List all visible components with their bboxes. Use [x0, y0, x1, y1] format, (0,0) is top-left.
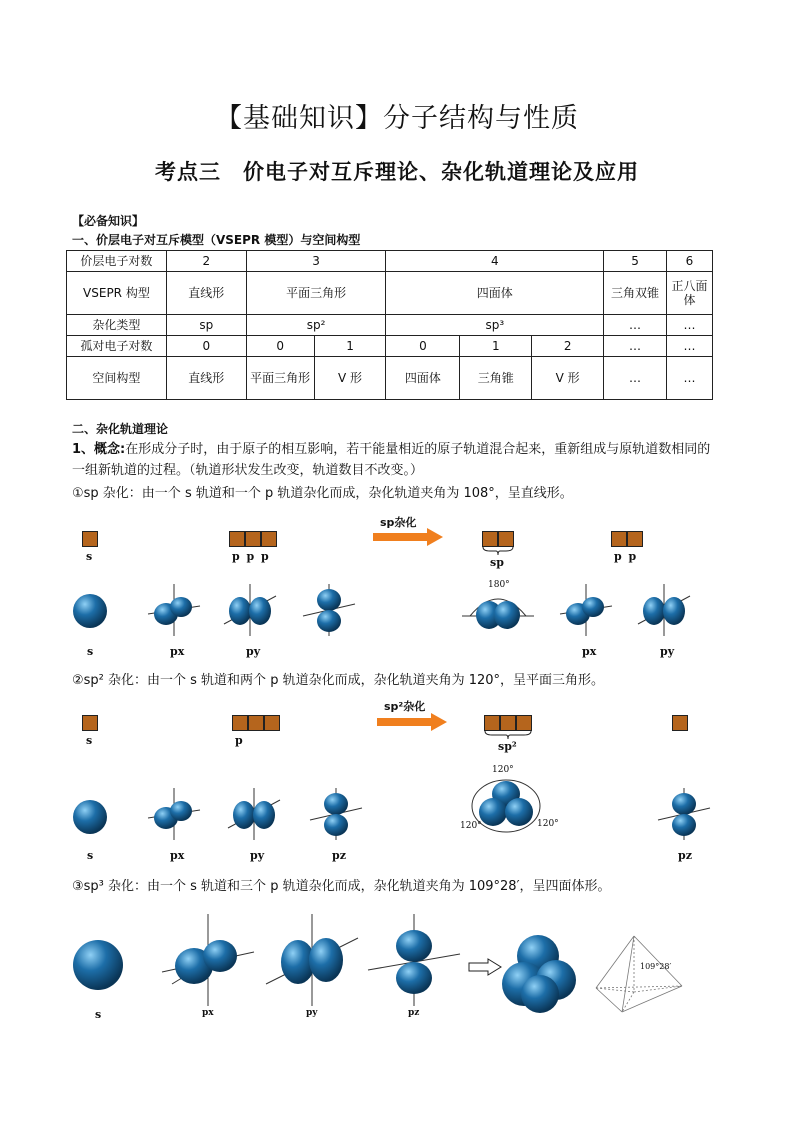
table-cell: 三角锥 [460, 357, 532, 400]
table-cell: 正八面体 [667, 272, 713, 315]
box-label: p [235, 734, 243, 747]
orbital-box [232, 715, 248, 731]
table-cell: sp [166, 315, 246, 336]
table-cell: VSEPR 构型 [67, 272, 167, 315]
orbital-label: py [306, 1008, 318, 1018]
orbital-box [484, 715, 500, 731]
vsepr-table [66, 250, 713, 400]
table-cell: 6 [667, 251, 713, 272]
sp3-hybrid-orbital-icon [502, 932, 578, 1014]
arrow-label: sp²杂化 [384, 700, 426, 713]
s-orbital-icon [72, 592, 108, 630]
page-subtitle: 考点三 价电子对互斥理论、杂化轨道理论及应用 [155, 160, 639, 184]
table-row [67, 315, 713, 336]
box-label: s [86, 734, 93, 747]
right-arrow-icon [373, 528, 443, 546]
orbital-box [82, 715, 98, 731]
orbital-box [248, 715, 264, 731]
py-orbital-icon [224, 584, 276, 636]
table-cell: 平面三角形 [246, 357, 314, 400]
tetrahedron-icon [592, 932, 688, 1018]
box-label: sp² [498, 740, 517, 753]
table-cell: 空间构型 [67, 357, 167, 400]
table-cell: 直线形 [166, 272, 246, 315]
orbital-label: pz [332, 849, 346, 862]
angle-label: 120° [537, 819, 559, 829]
s-orbital-icon [72, 938, 124, 992]
table-cell: 1 [314, 336, 386, 357]
orbital-label: px [202, 1008, 214, 1018]
table-cell: … [667, 357, 713, 400]
pz-orbital-icon [303, 584, 355, 636]
orbital-label: pz [408, 1008, 420, 1018]
table-cell: 平面三角形 [246, 272, 386, 315]
table-cell: … [667, 336, 713, 357]
table-cell: V 形 [532, 357, 604, 400]
table-row [67, 336, 713, 357]
orbital-box [482, 531, 498, 547]
pz-orbital-icon [658, 788, 710, 840]
table-cell: 0 [246, 336, 314, 357]
table-cell: 杂化类型 [67, 315, 167, 336]
arrow-label: sp杂化 [380, 516, 417, 529]
table-cell: 4 [386, 251, 604, 272]
sp3-description: ③sp³ 杂化：由一个 s 轨道和三个 p 轨道杂化而成，杂化轨道夹角为 109°28′，呈四面体形。 [72, 879, 611, 894]
table-cell: 2 [166, 251, 246, 272]
px-orbital-icon [560, 584, 612, 636]
px-orbital-icon [148, 584, 200, 636]
table-cell: V 形 [314, 357, 386, 400]
orbital-box [672, 715, 688, 731]
section2-heading: 二、杂化轨道理论 [72, 422, 169, 436]
concept-text: 在形成分子时，由于原子的相互影响，若干能量相近的原子轨道混合起来，重新组成与原轨道数相同的一组新轨道的过程。（轨道形状发生改变，轨道数目不改变。） [72, 442, 711, 478]
orbital-box [82, 531, 98, 547]
sp-hybrid-orbital-icon [462, 588, 534, 636]
table-cell: 直线形 [166, 357, 246, 400]
orbital-box [245, 531, 261, 547]
px-orbital-icon [162, 914, 254, 1006]
orbital-box [264, 715, 280, 731]
table-cell: sp³ [386, 315, 604, 336]
orbital-label: py [660, 645, 675, 658]
angle-label: 120° [492, 765, 514, 775]
orbital-label: s [95, 1008, 102, 1021]
table-cell: … [604, 357, 667, 400]
orbital-label: s [87, 645, 94, 658]
concept-paragraph [72, 439, 722, 481]
orbital-label: py [246, 645, 261, 658]
orbital-box [500, 715, 516, 731]
py-orbital-icon [266, 914, 358, 1006]
px-orbital-icon [148, 788, 200, 840]
table-cell: sp² [246, 315, 386, 336]
orbital-box [498, 531, 514, 547]
must-know-heading: 【必备知识】 [72, 214, 145, 228]
box-label: sp [490, 556, 504, 569]
right-arrow-icon [377, 713, 447, 731]
orbital-label: s [87, 849, 94, 862]
orbital-box [261, 531, 277, 547]
table-cell: 四面体 [386, 357, 460, 400]
table-cell: 0 [166, 336, 246, 357]
table-cell: 孤对电子对数 [67, 336, 167, 357]
table-cell: 四面体 [386, 272, 604, 315]
pz-orbital-icon [368, 914, 460, 1006]
table-cell: 3 [246, 251, 386, 272]
orbital-box [611, 531, 627, 547]
table-row [67, 272, 713, 315]
angle-label: 109°28′ [640, 962, 672, 971]
table-cell: … [604, 336, 667, 357]
table-row [67, 357, 713, 400]
table-cell: 2 [532, 336, 604, 357]
table-cell: … [604, 315, 667, 336]
orbital-label: py [250, 849, 265, 862]
py-orbital-icon [638, 584, 690, 636]
sp-description: ①sp 杂化：由一个 s 轨道和一个 p 轨道杂化而成，杂化轨道夹角为 108°，呈直线形。 [72, 486, 573, 501]
pz-orbital-icon [310, 788, 362, 840]
py-orbital-icon [228, 788, 280, 840]
page-title: 【基础知识】分子结构与性质 [215, 103, 579, 134]
table-cell: 0 [386, 336, 460, 357]
orbital-label: px [582, 645, 597, 658]
brace-icon [484, 730, 532, 740]
angle-label: 120° [460, 821, 482, 831]
table-cell: 1 [460, 336, 532, 357]
orbital-box [627, 531, 643, 547]
table-row [67, 251, 713, 272]
angle-label: 180° [488, 580, 510, 590]
box-label: p p [614, 550, 637, 563]
table-cell: 三角双锥 [604, 272, 667, 315]
box-label: s [86, 550, 93, 563]
box-label: p p p [232, 550, 269, 563]
orbital-label: pz [678, 849, 692, 862]
concept-label: 1、概念: [72, 442, 126, 457]
hollow-arrow-icon [468, 958, 502, 976]
brace-icon [482, 546, 514, 556]
orbital-box [229, 531, 245, 547]
sp2-description: ②sp² 杂化：由一个 s 轨道和两个 p 轨道杂化而成，杂化轨道夹角为 120°，呈平面三角形。 [72, 673, 605, 688]
section1-heading: 一、价层电子对互斥模型（VSEPR 模型）与空间构型 [72, 233, 361, 247]
table-cell: 价层电子对数 [67, 251, 167, 272]
s-orbital-icon [72, 798, 108, 836]
orbital-label: px [170, 645, 185, 658]
sp2-hybrid-orbital-icon [470, 776, 542, 836]
orbital-box [516, 715, 532, 731]
table-cell: … [667, 315, 713, 336]
table-cell: 5 [604, 251, 667, 272]
orbital-label: px [170, 849, 185, 862]
